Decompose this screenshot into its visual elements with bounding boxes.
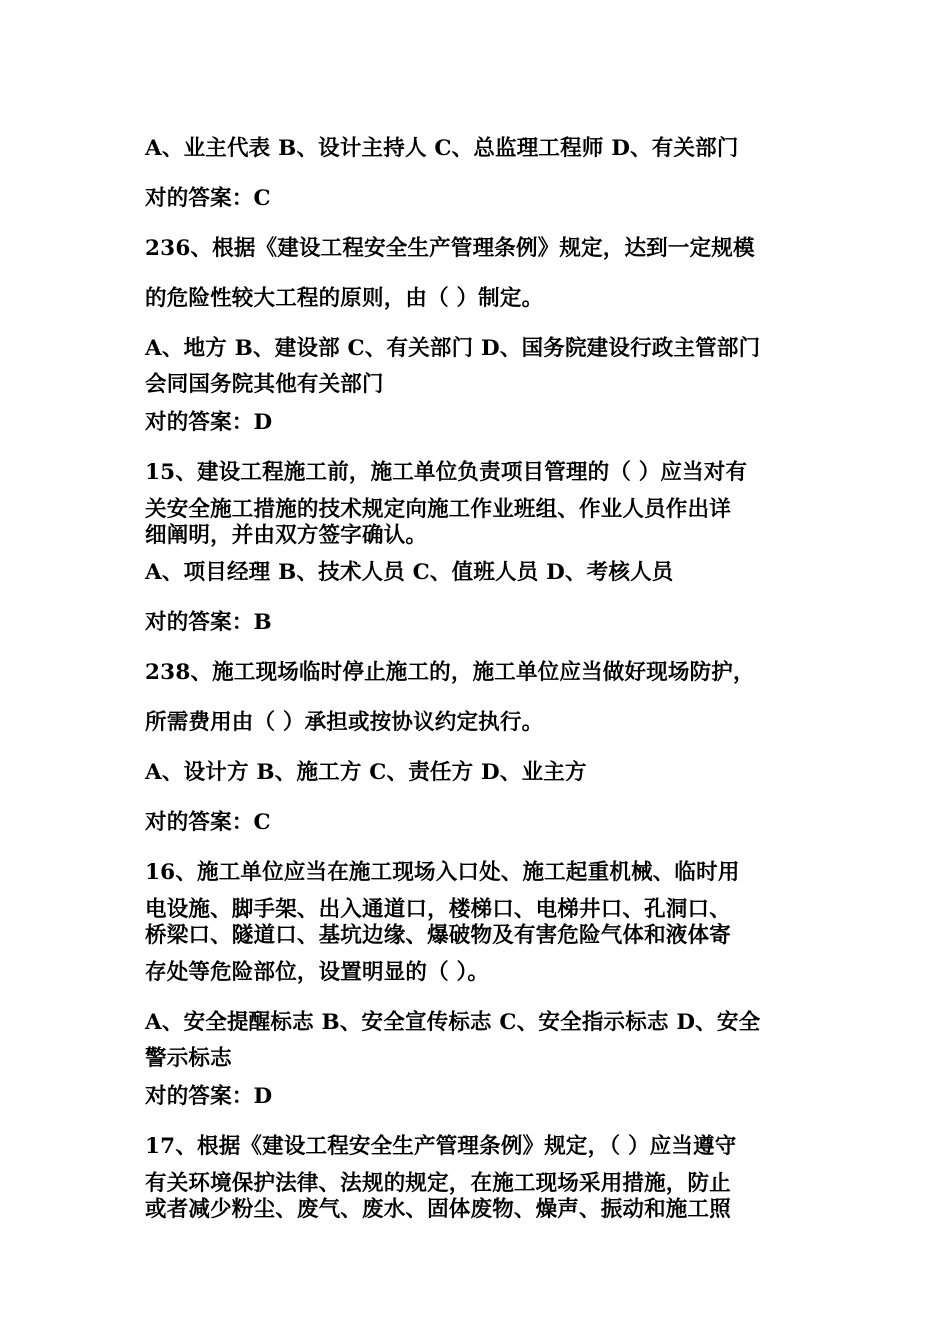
q16-options-line-2: 警示标志: [145, 1046, 232, 1071]
q15-question-line-1: 15、建设工程施工前，施工单位负责项目管理的（ ）应当对有: [145, 460, 748, 485]
q17-question-line-1: 17、根据《建设工程安全生产管理条例》规定，（ ）应当遵守: [145, 1134, 737, 1159]
q238-options: A、设计方 B、施工方 C、责任方 D、业主方: [145, 760, 587, 785]
q15-answer: 对的答案：B: [145, 610, 272, 635]
q235-answer: 对的答案：C: [145, 186, 271, 211]
q238-question-line-2: 所需费用由（ ）承担或按协议约定执行。: [145, 710, 544, 735]
q15-options: A、项目经理 B、技术人员 C、值班人员 D、考核人员: [145, 560, 674, 585]
q236-options-line-1: A、地方 B、建设部 C、有关部门 D、国务院建设行政主管部门: [145, 336, 761, 361]
q15-question-line-3: 细阐明，并由双方签字确认。: [145, 523, 428, 548]
q16-options-line-1: A、安全提醒标志 B、安全宣传标志 C、安全指示标志 D、安全: [145, 1010, 761, 1035]
q236-answer: 对的答案：D: [145, 410, 273, 435]
q17-question-line-3: 或者减少粉尘、废气、废水、固体废物、燥声、振动和施工照: [145, 1197, 731, 1222]
q16-question-line-2: 电设施、脚手架、出入通道口，楼梯口、电梯井口、孔洞口、: [145, 897, 731, 922]
q236-options-line-2: 会同国务院其他有关部门: [145, 372, 384, 397]
q16-answer: 对的答案：D: [145, 1084, 273, 1109]
q238-question-line-1: 238、施工现场临时停止施工的，施工单位应当做好现场防护，: [145, 660, 755, 685]
q17-question-line-2: 有关环境保护法律、法规的规定，在施工现场采用措施，防止: [145, 1171, 731, 1196]
q235-options: A、业主代表 B、设计主持人 C、总监理工程师 D、有关部门: [145, 136, 739, 161]
q15-question-line-2: 关安全施工措施的技术规定向施工作业班组、作业人员作出详: [145, 497, 731, 522]
q236-question-line-2: 的危险性较大工程的原则，由（ ）制定。: [145, 286, 544, 311]
q236-question-line-1: 236、根据《建设工程安全生产管理条例》规定，达到一定规模: [145, 236, 755, 261]
q16-question-line-1: 16、施工单位应当在施工现场入口处、施工起重机械、临时用: [145, 860, 740, 885]
q16-question-line-3: 桥梁口、隧道口、基坑边缘、爆破物及有害危险气体和液体寄: [145, 923, 731, 948]
q238-answer: 对的答案：C: [145, 810, 271, 835]
q16-question-line-4: 存处等危险部位，设置明显的（ ）。: [145, 960, 490, 985]
